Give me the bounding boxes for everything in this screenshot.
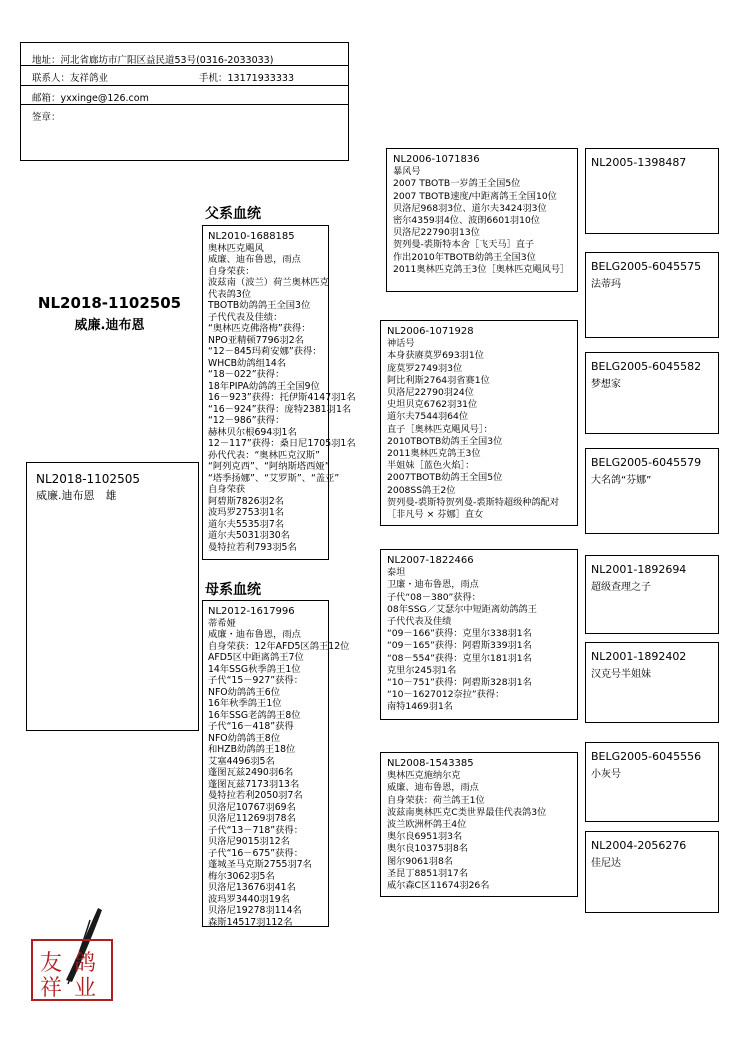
- sire-line: “阿列克西”、“阿纳斯塔西娅”: [208, 461, 330, 472]
- sire-line: 道尔夫5535羽7名: [208, 518, 285, 530]
- sire-ring: NL2010-1688185: [208, 231, 295, 242]
- grandparent-line: 08年SSG／艾瑟尔中短距离幼鸽鸽王: [387, 603, 537, 615]
- great-grandparent-box-3: [585, 352, 719, 434]
- dam-side-heading: 母系血统: [205, 582, 261, 598]
- great-grandparent-name: 小灰号: [591, 769, 621, 780]
- address-text: 地址：河北省廊坊市广阳区益民道53号(0316-2033033): [32, 55, 274, 66]
- grandparent-line: 圣昆丁8851羽17名: [387, 867, 469, 879]
- grandparent-line: “10－1627012奈拉”获得：: [387, 689, 505, 701]
- sire-line: “奥林匹克佛洛梅”获得：: [208, 323, 311, 334]
- grandparent-line: 本身获赓莫罗693羽1位: [387, 350, 484, 362]
- great-grandparent-ring: NL2001-1892694: [591, 563, 687, 576]
- great-grandparent-box-4: [585, 448, 719, 534]
- dam-line: 贝洛尼11269羽78名: [208, 813, 296, 824]
- grandparent-line: 自身荣获：荷兰鸽王1位: [387, 794, 485, 806]
- dam-line: 曼特拉若利2050羽7名: [208, 790, 303, 801]
- dam-line: NFO幼鸽鸽王6位: [208, 686, 281, 698]
- sire-line: “12－986”获得：: [208, 415, 285, 426]
- dam-line: AFD5区中距离鸽王7位: [208, 652, 304, 663]
- phone-text: 手机：13171933333: [199, 73, 294, 84]
- dam-line: 威廉・迪布鲁恩，雨点: [208, 629, 301, 640]
- sire-line: 自身荣获: [208, 484, 246, 495]
- grandparent-line: 2011奥林匹克鸽王3位［奥林匹克飓风号］: [393, 263, 570, 275]
- great-grandparent-ring: BELG2005-6045582: [591, 360, 702, 373]
- dam-line: 和HZB幼鸽鸽王18位: [208, 744, 296, 755]
- great-grandparent-ring: NL2004-2056276: [591, 839, 687, 852]
- grandparent-line: 奥尔良10375羽8名: [387, 843, 469, 855]
- dam-line: 子代“13－718”获得：: [208, 824, 303, 836]
- divider: [21, 85, 348, 86]
- subject-name: 威廉.迪布恩: [74, 318, 145, 333]
- great-grandparent-ring: BELG2005-6045556: [591, 750, 702, 763]
- grandparent-line: 波兹南奥林匹克C类世界最佳代表鸽3位: [387, 806, 547, 818]
- subject-ring: NL2018-1102505: [37, 294, 182, 312]
- grandparent-line: ［非凡号 × 芬娜］直女: [387, 509, 484, 521]
- sire-line: 波玛罗2753羽1名: [208, 507, 285, 518]
- great-grandparent-box-7: [585, 742, 719, 822]
- grandparent-line: 贝洛尼22790羽24位: [387, 387, 474, 399]
- dam-line: 蒂希娅: [208, 617, 236, 629]
- signature-label: 签章：: [32, 112, 61, 123]
- great-grandparent-name: 梦想家: [591, 379, 621, 390]
- great-grandparent-name: 法蒂玛: [591, 279, 621, 290]
- divider: [21, 65, 348, 66]
- grandparent-line: 神话号: [387, 338, 415, 350]
- dam-line: 森斯14517羽112名: [208, 916, 293, 928]
- sire-side-heading: 父系血统: [205, 206, 261, 222]
- dam-line: 14年SSG秋季鸽王1位: [208, 663, 301, 675]
- sire-line: 阿碧斯7826羽2名: [208, 495, 285, 507]
- grandparent-line: 泰坦: [387, 567, 406, 579]
- grandparent-line: 直子［奥林匹克飓风号］：: [387, 423, 493, 435]
- great-grandparent-box-8: [585, 831, 719, 913]
- svg-text:祥: 祥: [40, 976, 63, 1001]
- grandparent-line: 庞莫罗2749羽3位: [387, 362, 463, 374]
- dam-line: 贝洛尼10767羽69名: [208, 801, 296, 813]
- great-grandparent-box-1: [585, 148, 719, 234]
- subject-box-name-sex: 威廉.迪布恩 雄: [36, 489, 117, 502]
- sire-line: 子代代表及佳绩：: [208, 311, 283, 323]
- great-grandparent-box-6: [585, 642, 719, 723]
- sire-line: 道尔夫5031羽30名: [208, 530, 290, 541]
- sire-line: “12－845玛莉安娜”获得：: [208, 346, 322, 357]
- svg-text:业: 业: [74, 976, 97, 1001]
- sire-line: 赫林贝尔根694羽1名: [208, 426, 297, 438]
- dam-line: 贝洛尼13676羽41名: [208, 882, 296, 893]
- great-grandparent-name: 超级查理之子: [591, 582, 651, 593]
- dam-line: 16年SSG老鸽鸽王8位: [208, 709, 301, 721]
- sire-line: TBOTB幼鸽鸽王全国3位: [208, 300, 311, 311]
- great-grandparent-ring: NL2005-1398487: [591, 156, 687, 169]
- grandparent-line: 子代代表及佳绩: [387, 616, 452, 628]
- great-grandparent-name: 佳尼达: [591, 858, 621, 869]
- dam-ring: NL2012-1617996: [208, 606, 295, 617]
- grandparent-line: 贝洛尼22790羽13位: [393, 227, 480, 239]
- grandparent-line: 威尔森C区11674羽26名: [387, 880, 490, 892]
- grandsire-dam-box: [380, 549, 578, 720]
- sire-line: 16－923”获得：托伊斯4147羽1名: [208, 392, 356, 403]
- grandparent-line: 南特1469羽1名: [387, 701, 453, 713]
- contact-box: [20, 42, 349, 161]
- dam-line: 16年秋季鸽王1位: [208, 698, 282, 709]
- grandparent-line: 图尔9061羽8名: [387, 855, 453, 867]
- sire-line: WHCB幼鸽组14名: [208, 357, 287, 369]
- grandparent-line: 卫廉・迪布鲁恩，雨点: [387, 579, 479, 591]
- sire-line: 代表鸽3位: [208, 288, 252, 300]
- subject-box-ring: NL2018-1102505: [36, 472, 140, 486]
- grandparent-line: 2010TBOTB幼鸽王全国3位: [387, 435, 503, 447]
- granddam-sire-box: [380, 320, 578, 526]
- sire-line: NPO亚精顿7796羽2名: [208, 334, 304, 346]
- grandparent-line: 作出2010年TBOTB幼鸽王全国3位: [393, 251, 536, 263]
- sire-line: 12－117”获得：桑日尼1705羽1名: [208, 438, 356, 449]
- grandparent-line: “10－751”获得：阿碧斯328羽1名: [387, 677, 532, 689]
- grandparent-line: 波兰欧洲杯鸽王4位: [387, 819, 467, 831]
- dam-box: [202, 600, 350, 928]
- sire-line: 自身荣获：: [208, 265, 255, 277]
- grandparent-line: 2007TBOTB幼鸽王全国5位: [387, 472, 503, 484]
- subject-box: [26, 462, 199, 731]
- grandparent-line: 威廉、迪布鲁恩，雨点: [387, 782, 479, 794]
- grandparent-line: 阿比利斯2764羽省赛1位: [387, 374, 490, 386]
- dam-line: 子代“15－927”获得：: [208, 675, 303, 686]
- grandparent-line: 贺列曼-裘斯特本舍［飞天马］直子: [393, 239, 535, 251]
- grandparent-line: 2008SS鸽王2位: [387, 484, 456, 496]
- great-grandparent-name: 汉克号半姐妹: [591, 669, 651, 680]
- grandparent-line: 克里尔245羽1名: [387, 664, 457, 676]
- dam-line: 蓬图瓦兹2490羽6名: [208, 767, 294, 778]
- grandparent-line: 子代“08－380”获得：: [387, 591, 481, 603]
- great-grandparent-ring: BELG2005-6045575: [591, 260, 702, 273]
- great-grandparent-ring: BELG2005-6045579: [591, 456, 702, 469]
- great-grandparent-name: 大名鸽“芬娜”: [591, 475, 652, 486]
- contact-person-text: 联系人：友祥鸽业: [32, 73, 109, 84]
- dam-line: 梅尔3062羽5名: [208, 870, 275, 882]
- grandparent-line: 奥林匹克施纳尔克: [387, 770, 461, 782]
- great-grandparent-box-2: [585, 252, 719, 338]
- sire-line: “塔季扬娜”、“艾罗斯”、“盖亚”: [208, 472, 340, 484]
- divider: [21, 104, 348, 105]
- sire-line: 奥林匹克飓风: [208, 242, 264, 254]
- grandparent-line: 暴风号: [393, 166, 421, 178]
- dam-line: 贝洛尼9015羽12名: [208, 836, 290, 847]
- grandparent-line: 贺列曼-裘斯特贺列曼-裘斯特超级种鸽配对: [387, 496, 560, 508]
- grandparent-line: 史坦贝克6762羽31位: [387, 399, 478, 411]
- svg-text:鸽: 鸽: [74, 951, 97, 976]
- granddam-dam-box: [380, 752, 578, 897]
- grandparent-line: 半姐妹［蓝色火焰］：: [387, 460, 475, 472]
- grandparent-ring: NL2006-1071836: [393, 154, 480, 165]
- grandparent-line: “09－166”获得：克里尔338羽1名: [387, 628, 532, 640]
- grandparent-line: 密尔4359羽4位、波朗6601羽10位: [393, 215, 540, 227]
- email-text: 邮箱：yxxinge@126.com: [32, 93, 149, 104]
- grandsire-sire-box: [386, 148, 578, 292]
- grandparent-line: 道尔夫7544羽64位: [387, 411, 469, 423]
- sire-line: 曼特拉若利793羽5名: [208, 541, 297, 553]
- dam-line: 波玛罗3440羽19名: [208, 893, 290, 905]
- grandparent-line: “08－554”获得：克里尔181羽1名: [387, 652, 532, 664]
- grandparent-line: 2007 TBOTB一岁鸽王全国5位: [393, 178, 521, 190]
- dam-line: 自身荣获：12年AFD5区鸽王12位: [208, 640, 350, 652]
- grandparent-ring: NL2006-1071928: [387, 326, 474, 337]
- sire-line: 波兹南（波兰）荷兰奥林匹克: [208, 277, 329, 288]
- grandparent-line: 贝洛尼968羽3位、道尔夫3424羽3位: [393, 202, 547, 214]
- great-grandparent-box-5: [585, 555, 719, 634]
- grandparent-line: “09－165”获得：阿碧斯339羽1名: [387, 640, 532, 652]
- dam-line: NFO幼鸽鸽王8位: [208, 732, 281, 744]
- sire-line: 18年PIPA幼鸽鸽王全国9位: [208, 380, 320, 392]
- sire-line: “16－924”获得：庞特2381羽1名: [208, 403, 352, 415]
- sire-line: 威廉、迪布鲁恩，雨点: [208, 254, 301, 265]
- grandparent-line: 2011奥林匹克鸽王3位: [387, 448, 481, 460]
- dam-line: 子代“16－675”获得：: [208, 847, 303, 859]
- grandparent-ring: NL2007-1822466: [387, 555, 474, 566]
- grandparent-ring: NL2008-1543385: [387, 758, 474, 769]
- dam-line: 贝洛尼19278羽114名: [208, 905, 302, 916]
- dam-line: 蓬图瓦兹7173羽13名: [208, 778, 300, 790]
- sire-box: [202, 225, 356, 560]
- great-grandparent-ring: NL2001-1892402: [591, 650, 687, 663]
- dam-line: 子代“16－418”获得: [208, 721, 294, 732]
- stamp-logo: [28, 900, 120, 1012]
- sire-line: 孙代代表：“奥林匹克汉斯”: [208, 449, 320, 461]
- grandparent-line: 奥尔良6951羽3名: [387, 831, 463, 843]
- grandparent-line: 2007 TBOTB速度/中距离鸽王全国10位: [393, 190, 557, 202]
- sire-line: “18－022”获得：: [208, 369, 285, 380]
- dam-line: 艾塞4496羽5名: [208, 755, 275, 767]
- dam-line: 蓬城圣马克斯2755羽7名: [208, 859, 312, 870]
- svg-text:友: 友: [40, 951, 63, 976]
